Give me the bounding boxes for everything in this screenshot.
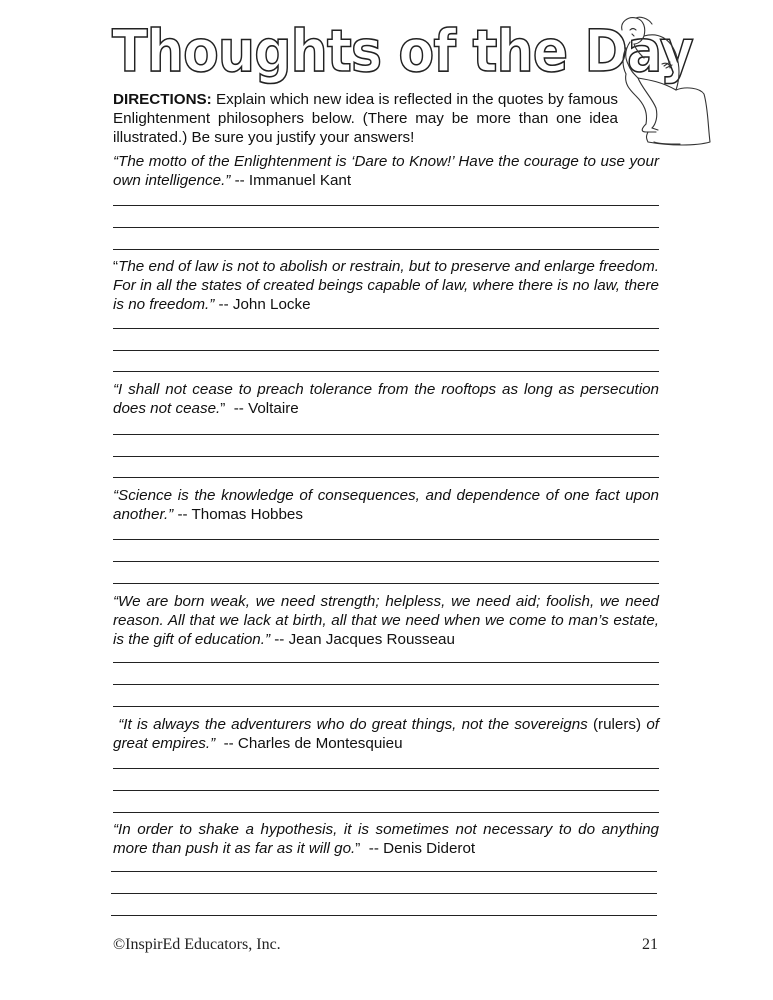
quote-kant xyxy=(113,152,659,190)
answer-line[interactable] xyxy=(113,583,659,584)
answer-line[interactable] xyxy=(113,477,659,478)
answer-line[interactable] xyxy=(113,684,659,685)
directions-label: DIRECTIONS: xyxy=(113,91,212,108)
answer-line[interactable] xyxy=(113,456,659,457)
answer-line[interactable] xyxy=(113,249,659,250)
quote-text: The end of law is not to abolish or restrain, but to preserve and enlarge freedom. For in all the states of created beings capable of law, where there is no law, there is no freedom.” xyxy=(113,258,659,313)
page-number: 21 xyxy=(642,936,658,953)
quote-text: “It is always the adventurers who do great things, not the sovereigns xyxy=(118,716,588,733)
answer-line[interactable] xyxy=(113,205,659,206)
copyright-notice: ©InspirEd Educators, Inc. xyxy=(113,936,281,953)
quote-locke xyxy=(113,257,659,314)
page-title: Thoughts of the Day xyxy=(112,17,693,85)
quote-text: “I shall not cease to preach tolerance from the rooftops as long as persecution does not cease. xyxy=(113,381,659,417)
answer-line[interactable] xyxy=(113,539,659,540)
quote-text: “Science is the knowledge of consequences, and dependence of one fact upon another.” xyxy=(113,487,659,523)
quote-text: “We are born weak, we need strength; helpless, we need aid; foolish, we need reason. All that we lack at birth, all that we need when we come to man’s estate, is the gift of education.” xyxy=(113,593,659,648)
quote-hobbes xyxy=(113,486,659,524)
directions-text: Explain which new idea is reflected in the quotes by famous Enlightenment philosophers below. (There may be more than one idea illustrated.) Be sure you justify your answers! xyxy=(113,91,618,146)
quote-close-mark: ” xyxy=(355,840,369,857)
directions-paragraph xyxy=(113,90,618,147)
quote-attribution: -- Jean Jacques Rousseau xyxy=(270,631,455,648)
quote-attribution: -- Immanuel Kant xyxy=(230,172,352,189)
quote-gloss: (rulers) xyxy=(587,716,647,733)
quote-close-mark: ” xyxy=(220,400,234,417)
answer-line[interactable] xyxy=(113,350,659,351)
quote-voltaire xyxy=(113,380,659,418)
answer-line[interactable] xyxy=(113,790,659,791)
answer-line[interactable] xyxy=(113,561,659,562)
quote-text: “In order to shake a hypothesis, it is sometimes not necessary to do anything more than push it as far as it will go. xyxy=(113,821,659,857)
quote-attribution: -- John Locke xyxy=(214,296,311,313)
answer-line[interactable] xyxy=(113,328,659,329)
answer-line[interactable] xyxy=(113,227,659,228)
quote-montesquieu xyxy=(113,715,659,753)
quote-diderot xyxy=(113,820,659,858)
quote-rousseau xyxy=(113,592,659,649)
answer-line[interactable] xyxy=(111,871,657,872)
quote-attribution: -- Voltaire xyxy=(233,400,299,417)
answer-line[interactable] xyxy=(113,371,659,372)
answer-line[interactable] xyxy=(113,812,659,813)
answer-line[interactable] xyxy=(113,706,659,707)
quote-text-continued: of great empires.” xyxy=(113,716,659,752)
answer-line[interactable] xyxy=(111,915,657,916)
answer-line[interactable] xyxy=(111,893,657,894)
quote-attribution: -- Denis Diderot xyxy=(368,840,476,857)
quote-open-mark: “ xyxy=(113,258,119,275)
quote-attribution: -- Charles de Montesquieu xyxy=(215,735,403,752)
answer-line[interactable] xyxy=(113,434,659,435)
answer-line[interactable] xyxy=(113,662,659,663)
thinker-statue-icon xyxy=(600,8,730,148)
answer-line[interactable] xyxy=(113,768,659,769)
quote-attribution: -- Thomas Hobbes xyxy=(173,506,303,523)
quote-text: “The motto of the Enlightenment is ‘Dare to Know!’ Have the courage to use your own intelligence.” xyxy=(113,153,659,189)
